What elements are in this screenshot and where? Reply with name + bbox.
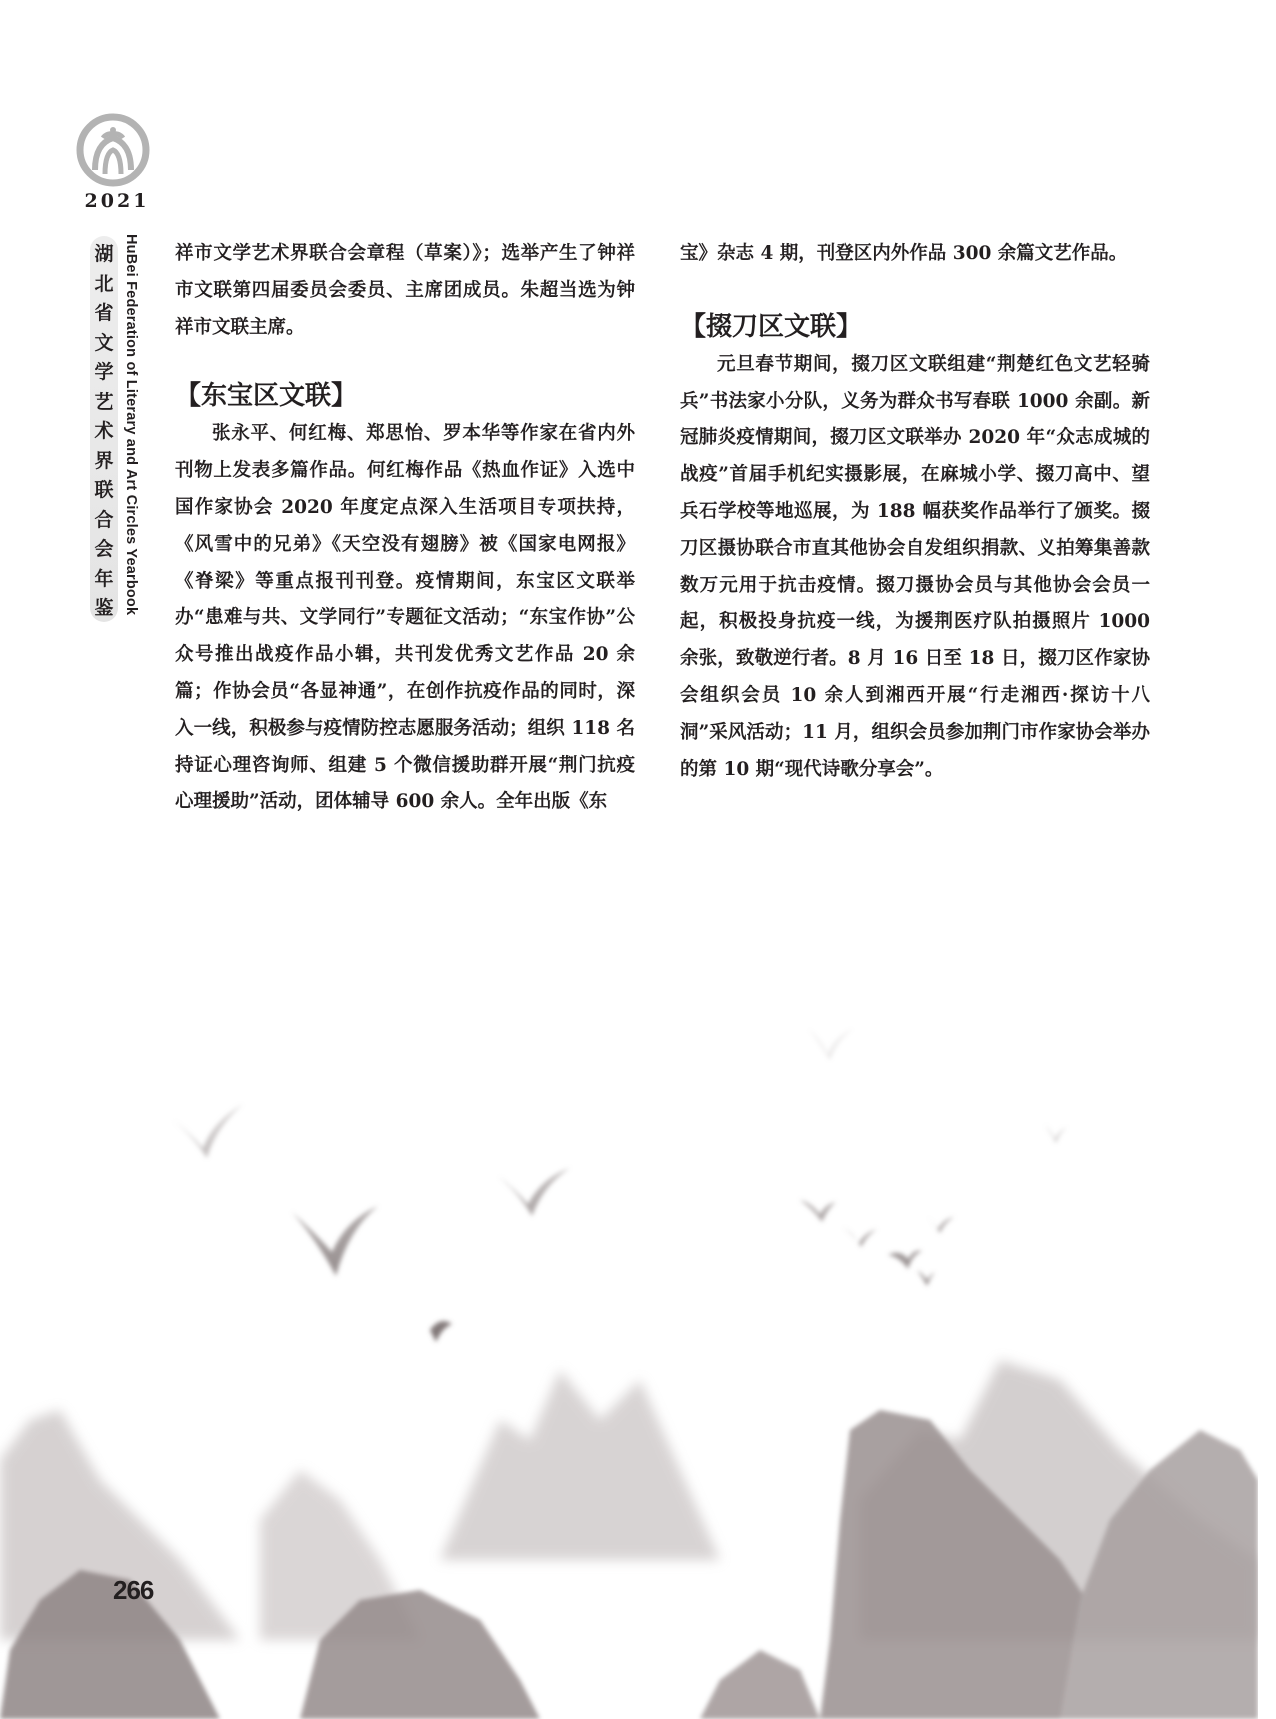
sidebar-char: 年 bbox=[94, 567, 114, 590]
sidebar-char: 湖 bbox=[94, 243, 114, 265]
sidebar-char: 会 bbox=[94, 538, 114, 560]
sidebar-char: 文 bbox=[94, 331, 114, 354]
right-column bbox=[680, 236, 1150, 788]
left-column bbox=[175, 236, 635, 821]
section-title-duodao: 【掇刀区文联】 bbox=[680, 311, 863, 342]
yearbook-year: 2021 bbox=[84, 190, 150, 212]
sidebar-char: 学 bbox=[94, 361, 114, 383]
sidebar-title-cn bbox=[90, 240, 118, 624]
sidebar-title-en: HuBei Federation of Literary and Art Circles Yearbook bbox=[123, 234, 139, 616]
sidebar-char: 界 bbox=[94, 449, 114, 472]
continued-paragraph: 祥市文学艺术界联合会章程（草案）》；选举产生了钟祥市文联第四届委员会委员、主席团成员。朱超当选为钟祥市文联主席。 bbox=[175, 243, 635, 338]
sidebar-char: 北 bbox=[94, 272, 114, 295]
emblem-logo-icon bbox=[75, 112, 151, 188]
sidebar-char: 艺 bbox=[94, 390, 114, 413]
section-body-duodao: 元旦春节期间，掇刀区文联组建“荆楚红色文艺轻骑兵”书法家小分队，义务为群众书写春联 1000 余副。新冠肺炎疫情期间，掇刀区文联举办 2020 年“众志成城的战疫”首届手机纪实摄影展，在麻城小学、掇刀高中、望兵石学校等地巡展，为 188 幅获奖作品举行了颁奖。掇刀区摄协联合市直其他协会自发组织捐款、义拍筹集善款数万元用于抗击疫情。掇刀摄协会员与其他协会会员一起，积极投身抗疫一线，为援荆医疗队拍摄照片 1000 余张，致敬逆行者。8 月 16 日至 18 日，掇刀区作家协会组织会员 10 余人到湘西开展“行走湘西·探访十八洞”采风活动；11 月，组织会员参加荆门市作家协会举办的第 10 期“现代诗歌分享会”。 bbox=[680, 353, 1150, 780]
page-number: 266 bbox=[113, 1575, 154, 1605]
sidebar-char: 省 bbox=[94, 302, 114, 324]
sidebar-char: 合 bbox=[94, 508, 114, 531]
continued-paragraph: 宝》杂志 4 期，刊登区内外作品 300 余篇文艺作品。 bbox=[680, 243, 1128, 264]
section-body-dongbao: 张永平、何红梅、郑思怡、罗本华等作家在省内外刊物上发表多篇作品。何红梅作品《热血作证》入选中国作家协会 2020 年度定点深入生活项目专项扶持，《风雪中的兄弟》《天空没有翅膀》被《国家电网报》《脊梁》等重点报刊刊登。疫情期间，东宝区文联举办“患难与共、文学同行”专题征文活动；“东宝作协”公众号推出战疫作品小辑，共刊发优秀文艺作品 20 余篇；作协会员“各显神通”，在创作抗疫作品的同时，深入一线，积极参与疫情防控志愿服务活动；组织 118 名持证心理咨询师、组建 5 个微信援助群开展“荆门抗疫心理援助”活动，团体辅导 600 余人。全年出版《东 bbox=[175, 423, 635, 813]
sidebar-char: 鉴 bbox=[94, 597, 114, 619]
section-title-dongbao: 【东宝区文联】 bbox=[175, 381, 358, 412]
sidebar-char: 术 bbox=[94, 420, 114, 442]
ink-wash-landscape-illustration bbox=[0, 1000, 1258, 1719]
sidebar-char: 联 bbox=[94, 479, 114, 501]
